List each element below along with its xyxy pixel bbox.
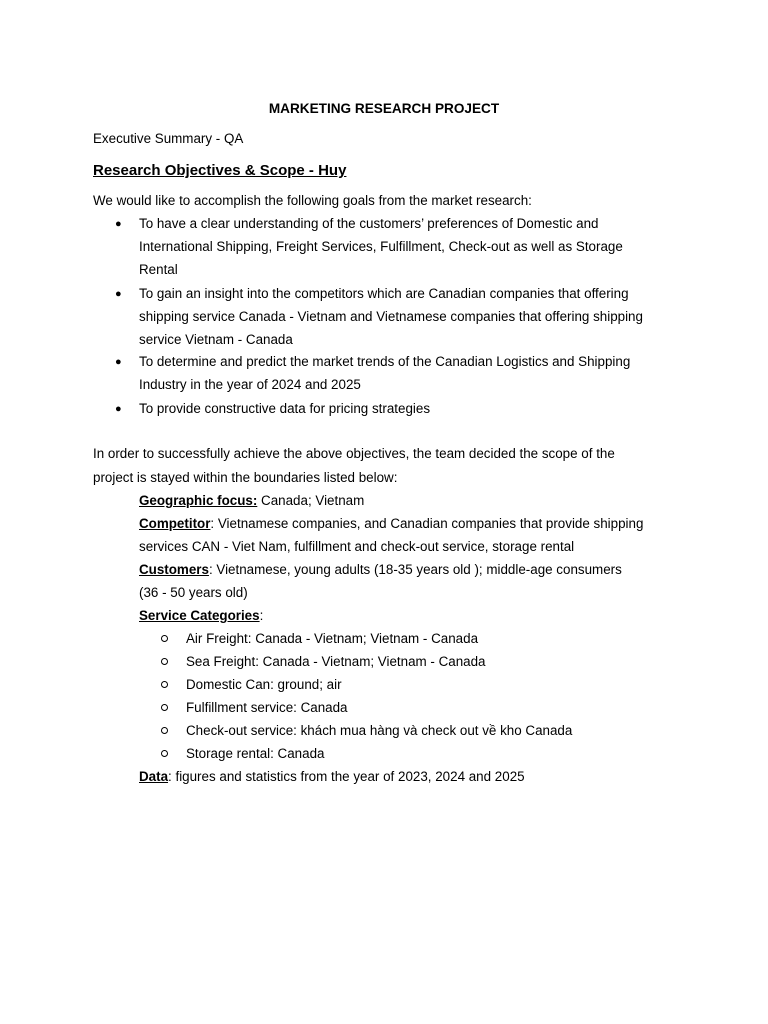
objective-line: To gain an insight into the competitors which are Canadian companies that offering bbox=[139, 286, 629, 301]
scope-label: Competitor bbox=[139, 516, 211, 531]
objective-line: shipping service Canada - Vietnam and Vietnamese companies that offering shipping bbox=[139, 309, 643, 324]
service-category-item: Fulfillment service: Canada bbox=[186, 700, 348, 715]
scope-value: : bbox=[259, 608, 264, 623]
objective-line: To determine and predict the market trends of the Canadian Logistics and Shipping bbox=[139, 354, 631, 369]
service-category-item: Air Freight: Canada - Vietnam; Vietnam - Canada bbox=[186, 631, 479, 646]
hollow-bullet-icon bbox=[161, 750, 168, 757]
scope-label: Data bbox=[139, 769, 169, 784]
objective-line: Rental bbox=[139, 262, 178, 277]
executive-summary-line: Executive Summary - QA bbox=[93, 131, 244, 146]
bullet-icon: ● bbox=[115, 288, 122, 300]
service-category-item: Storage rental: Canada bbox=[186, 746, 325, 761]
scope-competitor bbox=[139, 516, 643, 531]
scope-value: Canada; Vietnam bbox=[257, 493, 365, 508]
hollow-bullet-icon bbox=[161, 704, 168, 711]
hollow-bullet-icon bbox=[161, 727, 168, 734]
scope-customers bbox=[139, 562, 622, 577]
scope-value: : Vietnamese companies, and Canadian companies that provide shipping bbox=[210, 516, 644, 531]
section-heading: Research Objectives & Scope - Huy bbox=[93, 162, 347, 179]
scope-value: : Vietnamese, young adults (18-35 years old ); middle-age consumers bbox=[208, 562, 622, 577]
scope-competitor-cont: services CAN - Viet Nam, fulfillment and check-out service, storage rental bbox=[139, 539, 575, 554]
hollow-bullet-icon bbox=[161, 635, 168, 642]
scope-geographic bbox=[139, 493, 364, 508]
objective-line: To provide constructive data for pricing strategies bbox=[139, 401, 431, 416]
objective-line: Industry in the year of 2024 and 2025 bbox=[139, 377, 361, 392]
scope-intro-line: project is stayed within the boundaries listed below: bbox=[93, 470, 398, 485]
scope-service-categories bbox=[139, 608, 263, 623]
scope-value: : figures and statistics from the year of 2023, 2024 and 2025 bbox=[168, 769, 525, 784]
bullet-icon: ● bbox=[115, 218, 122, 230]
service-category-item: Domestic Can: ground; air bbox=[186, 677, 342, 692]
scope-data bbox=[139, 769, 525, 784]
hollow-bullet-icon bbox=[161, 658, 168, 665]
bullet-icon: ● bbox=[115, 356, 122, 368]
scope-customers-cont: (36 - 50 years old) bbox=[139, 585, 248, 600]
scope-intro-line: In order to successfully achieve the above objectives, the team decided the scope of the bbox=[93, 446, 615, 461]
objective-line: International Shipping, Freight Services, Fulfillment, Check-out as well as Storage bbox=[139, 239, 623, 254]
bullet-icon: ● bbox=[115, 403, 122, 415]
scope-label: Customers bbox=[139, 562, 209, 577]
scope-label: Service Categories bbox=[139, 608, 260, 623]
hollow-bullet-icon bbox=[161, 681, 168, 688]
service-category-item: Sea Freight: Canada - Vietnam; Vietnam - Canada bbox=[186, 654, 486, 669]
objective-line: service Vietnam - Canada bbox=[139, 332, 293, 347]
objective-line: To have a clear understanding of the customers’ preferences of Domestic and bbox=[139, 216, 599, 231]
intro-paragraph: We would like to accomplish the following goals from the market research: bbox=[93, 193, 532, 208]
document-title: MARKETING RESEARCH PROJECT bbox=[268, 101, 500, 116]
scope-label: Geographic focus: bbox=[139, 493, 258, 508]
service-category-item: Check-out service: khách mua hàng và check out về kho Canada bbox=[186, 723, 573, 738]
